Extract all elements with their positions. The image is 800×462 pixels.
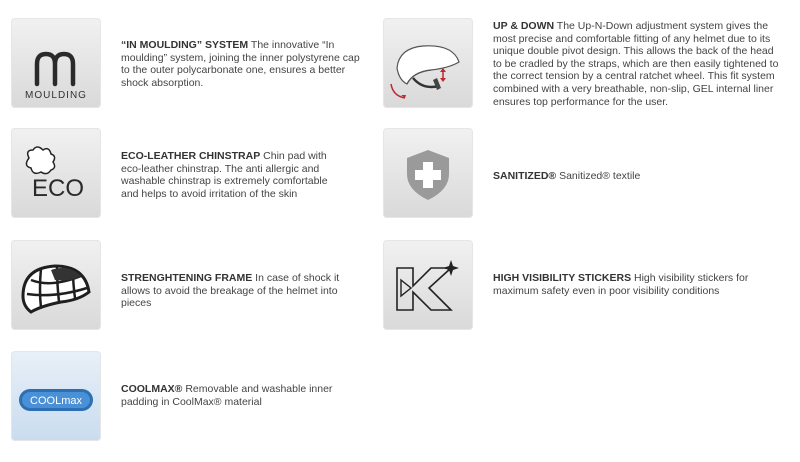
frame-description: [121, 272, 351, 310]
moulding-description: [121, 39, 361, 89]
up-down-body: The Up-N-Down adjustment system gives the most precise and comfortable fitting of any helmet due to its unique double pivot design. This allows the back of the head to be cradled by the straps, which are then easily tightened to the correct tension by a central ratchet wheel. This fit system combined with a very breathable, non-slip, GEL internal liner ensures top performance for the user.: [493, 20, 779, 108]
sanitized-body: Sanitized® textile: [559, 170, 641, 182]
up-down-title: UP & DOWN: [493, 20, 555, 32]
helmet-adjust-icon: [383, 18, 473, 108]
helmet-frame-icon: [11, 240, 101, 330]
coolmax-description: [121, 383, 361, 408]
coolmax-title: COOLMAX®: [121, 383, 183, 395]
eco-icon-label: ECO: [31, 175, 85, 202]
coolmax-icon: [11, 351, 101, 441]
reflective-sticker-icon: [383, 240, 473, 330]
moulding-body: The innovative “In moulding” system, joining the inner polystyrene cap to the outer polycarbonate one, ensures a better shock absorption.: [121, 39, 360, 89]
sanitized-title: SANITIZED®: [493, 170, 557, 182]
eco-leather-title: ECO-LEATHER CHINSTRAP: [121, 150, 261, 162]
visibility-description: [493, 272, 783, 297]
moulding-title: “IN MOULDING” SYSTEM: [121, 39, 249, 51]
frame-title: STRENGHTENING FRAME: [121, 272, 253, 284]
moulding-icon: [11, 18, 101, 108]
eco-leather-icon: [11, 128, 101, 218]
eco-leather-body: Chin pad with eco-leather chinstrap. The anti allergic and washable chinstrap is extremely comfortable and helps to avoid irritation of the skin: [121, 150, 328, 200]
visibility-body: High visibility stickers for maximum safety even in poor visibility conditions: [493, 272, 749, 297]
visibility-title: HIGH VISIBILITY STICKERS: [493, 272, 632, 284]
coolmax-icon-label: COOLmax: [30, 395, 82, 407]
eco-leather-description: [121, 150, 341, 200]
up-down-description: [493, 20, 783, 108]
sanitized-description: [493, 170, 773, 183]
moulding-icon-label: MOULDING: [25, 90, 87, 101]
shield-cross-icon: [383, 128, 473, 218]
frame-body: In case of shock it allows to avoid the breakage of the helmet into pieces: [121, 272, 340, 310]
coolmax-body: Removable and washable inner padding in CoolMax® material: [121, 383, 333, 408]
